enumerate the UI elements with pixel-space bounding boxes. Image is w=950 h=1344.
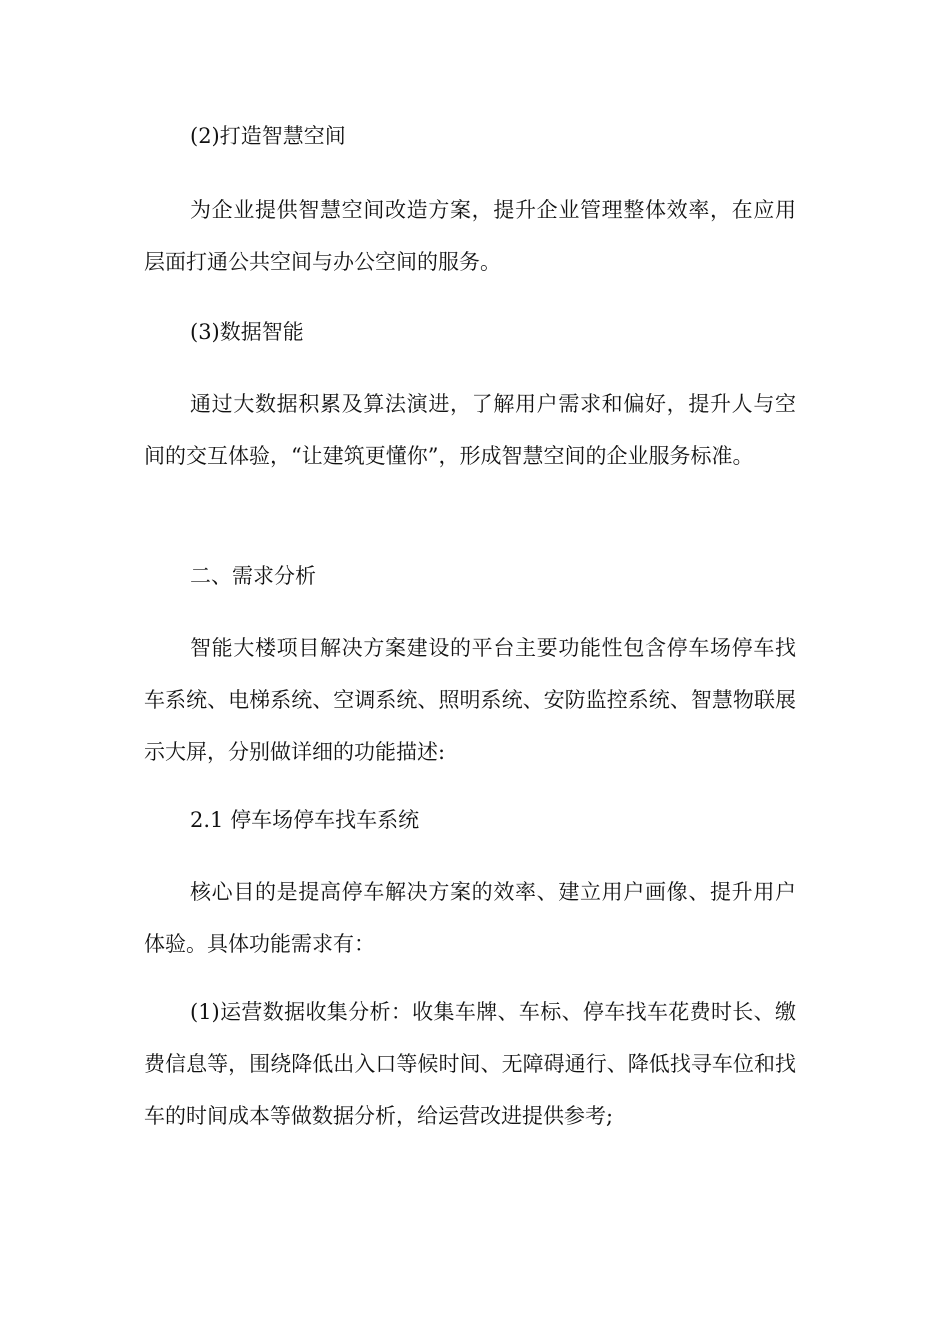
paragraph-operation-data: (1)运营数据收集分析：收集车牌、车标、停车找车花费时长、缴费信息等，围绕降低出入口等候时间、无障碍通行、降低找寻车位和找车的时间成本等做数据分析，给运营改进提供参考; [144, 1000, 796, 1128]
paragraph-requirements: 智能大楼项目解决方案建设的平台主要功能性包含停车场停车找车系统、电梯系统、空调系统、照明系统、安防监控系统、智慧物联展示大屏，分别做详细的功能描述: [144, 636, 796, 764]
subheading-smart-space: (2)打造智慧空间 [190, 124, 346, 148]
paragraph-data-intelligence: 通过大数据积累及算法演进，了解用户需求和偏好，提升人与空间的交互体验，“让建筑更懂你”，形成智慧空间的企业服务标准。 [144, 392, 796, 468]
section-heading-requirements: 二、需求分析 [190, 564, 316, 588]
paragraph-parking-goal: 核心目的是提高停车解决方案的效率、建立用户画像、提升用户体验。具体功能需求有： [144, 880, 796, 956]
subsection-heading-parking: 2.1 停车场停车找车系统 [190, 808, 420, 832]
subheading-data-intelligence: (3)数据智能 [190, 320, 304, 344]
paragraph-smart-space: 为企业提供智慧空间改造方案，提升企业管理整体效率，在应用层面打通公共空间与办公空间的服务。 [144, 198, 796, 274]
